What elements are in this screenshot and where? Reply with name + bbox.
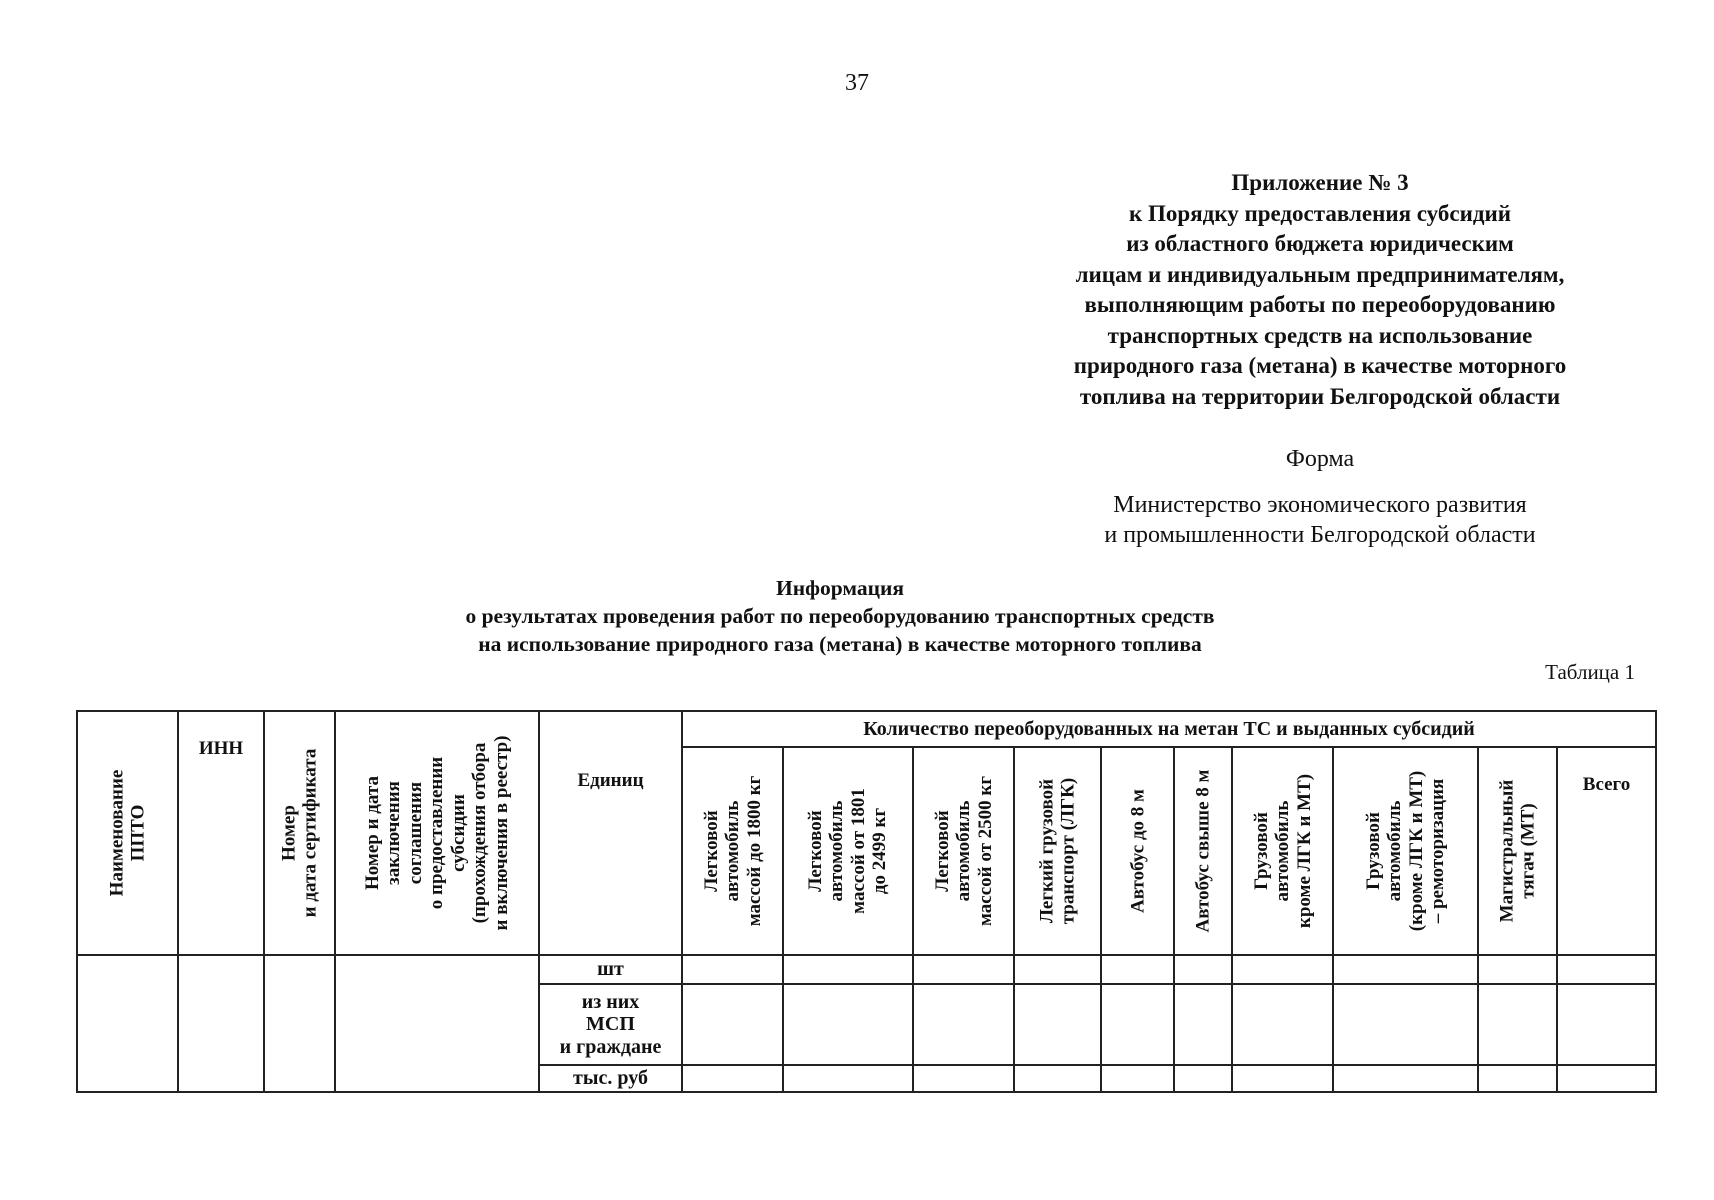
header-certificate xyxy=(264,711,335,955)
form-label: Форма xyxy=(1285,446,1355,472)
title-line: Информация xyxy=(775,576,905,600)
ministry-name xyxy=(1010,490,1630,550)
appendix-line: из областного бюджета юридическим xyxy=(1126,231,1514,256)
data-cell[interactable] xyxy=(1232,955,1333,984)
header-text: соглашения xyxy=(404,781,426,885)
data-cell[interactable] xyxy=(1557,955,1656,984)
header-text: о предоставлении xyxy=(426,756,448,910)
header-category-light-truck xyxy=(1014,747,1101,955)
header-category-passenger-1800 xyxy=(682,747,783,955)
header-text: и дата сертификата xyxy=(299,748,321,918)
data-cell[interactable] xyxy=(783,1065,913,1092)
cell-ppto-name[interactable] xyxy=(77,955,178,1092)
header-category-tractor xyxy=(1478,747,1557,955)
header-text: массой от 1801 xyxy=(848,788,869,914)
header-category-bus-over-8m xyxy=(1174,747,1232,955)
appendix-line: топлива на территории Белгородской области xyxy=(1079,383,1561,409)
data-cell[interactable] xyxy=(1232,1065,1333,1092)
data-cell[interactable] xyxy=(1174,1065,1232,1092)
header-text: – ремоторизация xyxy=(1426,778,1448,924)
data-cell[interactable] xyxy=(1014,955,1101,984)
header-text: Номер xyxy=(278,805,300,861)
unit-text: из них xyxy=(581,990,640,1013)
appendix-line: транспортных средств на использование xyxy=(1107,322,1533,348)
title-line: на использование природного газа (метана) в качестве моторного топлива xyxy=(478,632,1202,656)
unit-money: тыс. руб xyxy=(539,1065,682,1092)
unit-pcs: шт xyxy=(539,955,682,984)
data-cell[interactable] xyxy=(1101,1065,1174,1092)
header-agreement xyxy=(335,711,539,955)
header-text: автомобиль xyxy=(826,800,848,902)
header-text: заключения xyxy=(383,781,405,885)
appendix-line: выполняющим работы по переоборудованию xyxy=(1084,292,1556,317)
data-cell[interactable] xyxy=(913,1065,1014,1092)
data-cell[interactable] xyxy=(913,955,1014,984)
header-text: Легковой xyxy=(700,810,722,892)
title-line: о результатах проведения работ по переоборудованию транспортных средств xyxy=(465,604,1215,628)
appendix-line: природного газа (метана) в качестве моторного xyxy=(1073,353,1567,378)
header-total: Всего xyxy=(1557,747,1656,955)
unit-text: МСП xyxy=(586,1013,635,1036)
header-text: Автобус до 8 м xyxy=(1126,788,1148,914)
ministry-line: Министерство экономического развития xyxy=(1113,492,1527,518)
header-inn: ИНН xyxy=(178,711,264,955)
header-text: Легковой xyxy=(931,810,953,892)
appendix-line: лицам и индивидуальным предпринимателям, xyxy=(1075,261,1565,287)
data-cell[interactable] xyxy=(1478,984,1557,1065)
cell-agreement[interactable] xyxy=(335,955,539,1092)
header-text: Наименование xyxy=(106,769,128,897)
header-text: автомобиль xyxy=(1384,800,1406,902)
data-cell[interactable] xyxy=(682,984,783,1065)
cell-certificate[interactable] xyxy=(264,955,335,1092)
data-cell[interactable] xyxy=(682,1065,783,1092)
header-text: субсидии xyxy=(447,794,469,872)
header-text: (прохождения отбора xyxy=(469,742,491,924)
appendix-header xyxy=(1010,168,1630,412)
header-text: Легковой xyxy=(805,810,827,892)
data-cell[interactable] xyxy=(1101,984,1174,1065)
appendix-line: Приложение № 3 xyxy=(1231,170,1409,195)
header-group-quantity: Количество переоборудованных на метан ТС и выданных субсидий xyxy=(682,711,1656,747)
data-cell[interactable] xyxy=(1014,1065,1101,1092)
unit-smes xyxy=(539,984,682,1065)
header-text: кроме ЛГК и МТ) xyxy=(1293,773,1315,929)
header-text: и включения в реестр) xyxy=(490,735,512,931)
data-cell[interactable] xyxy=(1232,984,1333,1065)
header-category-truck xyxy=(1232,747,1333,955)
header-text: до 2499 кг xyxy=(869,807,891,895)
header-text: автомобиль xyxy=(952,800,974,902)
data-cell[interactable] xyxy=(913,984,1014,1065)
header-text: транспорт (ЛГК) xyxy=(1057,777,1079,925)
header-text: автомобиль xyxy=(721,800,743,902)
header-ppto-name xyxy=(77,711,178,955)
data-cell[interactable] xyxy=(1174,955,1232,984)
header-text: ППТО xyxy=(127,804,149,862)
data-cell[interactable] xyxy=(1101,955,1174,984)
cell-inn[interactable] xyxy=(178,955,264,1092)
data-cell[interactable] xyxy=(783,984,913,1065)
header-category-bus-under-8m xyxy=(1101,747,1174,955)
header-text: (кроме ЛГК и МТ) xyxy=(1405,770,1427,932)
appendix-line: к Порядку предоставления субсидий xyxy=(1129,200,1511,226)
data-cell[interactable] xyxy=(783,955,913,984)
header-text: Грузовой xyxy=(1250,812,1272,890)
ministry-line: и промышленности Белгородской области xyxy=(1104,522,1536,548)
report-table xyxy=(76,710,1657,1093)
data-cell[interactable] xyxy=(1333,955,1478,984)
data-cell[interactable] xyxy=(1333,1065,1478,1092)
unit-text: и граждане xyxy=(559,1035,662,1058)
header-text: Легкий грузовой xyxy=(1036,778,1058,924)
header-text: массой до 1800 кг xyxy=(743,775,765,927)
header-text: Магистральный xyxy=(1496,779,1518,923)
header-text: Грузовой xyxy=(1362,812,1384,890)
data-cell[interactable] xyxy=(1557,1065,1656,1092)
header-units: Единиц xyxy=(539,711,682,955)
header-text: тягач (МТ) xyxy=(1517,803,1539,899)
data-cell[interactable] xyxy=(1333,984,1478,1065)
document-title xyxy=(380,574,1300,658)
data-cell[interactable] xyxy=(1478,1065,1557,1092)
header-category-truck-remotorization xyxy=(1333,747,1478,955)
header-text: массой от 2500 кг xyxy=(974,775,996,927)
table-label: Таблица 1 xyxy=(1545,660,1635,684)
header-category-passenger-1801-2499 xyxy=(783,747,913,955)
data-cell[interactable] xyxy=(1557,984,1656,1065)
header-text: Автобус свыше 8 м xyxy=(1192,769,1214,933)
header-text: автомобиль xyxy=(1271,800,1293,902)
data-cell[interactable] xyxy=(1174,984,1232,1065)
header-category-passenger-2500 xyxy=(913,747,1014,955)
page-number: 37 xyxy=(845,70,869,96)
data-cell[interactable] xyxy=(1014,984,1101,1065)
header-text: Номер и дата xyxy=(361,776,383,891)
data-cell[interactable] xyxy=(1478,955,1557,984)
data-cell[interactable] xyxy=(682,955,783,984)
